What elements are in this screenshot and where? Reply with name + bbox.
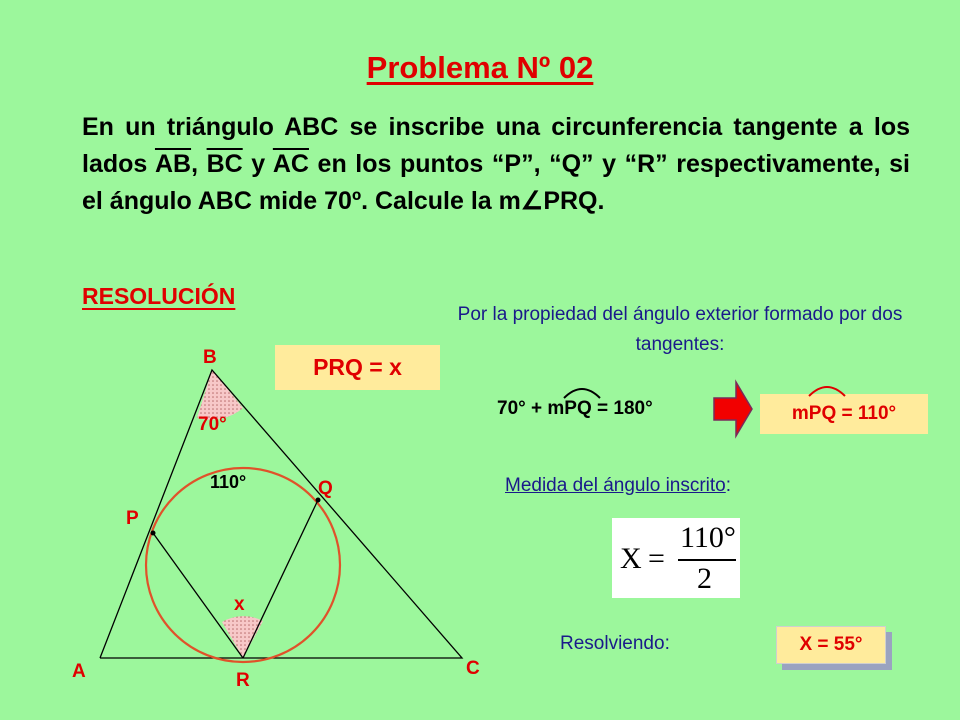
problem-statement: En un triángulo ABC se inscribe una circunferencia tangente a los lados $\overline{AB}$, $\overline{BC}$ y $\overline{AC}$ en los puntos “P”, “Q” y “R” respectivamente, si el ángulo ABC mide 70º. Calcule la m∠PRQ. (82, 113, 910, 215)
label-p: P (126, 508, 139, 529)
formula-box (612, 518, 740, 598)
chord-rp (153, 533, 243, 658)
label-q: Q (318, 478, 333, 499)
solving-label: Resolviendo: (560, 633, 670, 654)
arc-symbol-icon (562, 384, 602, 400)
triangle-abc (100, 370, 462, 658)
label-a: A (72, 661, 86, 682)
formula-var: X (620, 542, 642, 575)
arc-result-box: m PQ = 110° (760, 394, 928, 434)
label-b: B (203, 347, 217, 368)
statement-text-1: En un triángulo ABC se inscribe una circunferencia tangente a los lados (82, 113, 910, 178)
segment-bc: $\overline{BC}$ (206, 150, 243, 178)
fraction-bar (678, 559, 736, 561)
chord-rq (243, 500, 318, 658)
segment-ac: $\overline{AC}$ (272, 150, 309, 178)
answer-box: X = 55° (776, 626, 886, 664)
formula-eq: = (648, 542, 665, 575)
arrow-right-icon (710, 378, 755, 440)
angle-symbol: ∠ (520, 187, 544, 215)
label-x: x (234, 594, 245, 615)
formula-numerator: 110° (680, 521, 736, 554)
problem-title: Problema Nº 02 (366, 50, 594, 85)
property-text: Por la propiedad del ángulo exterior formado por dos tangentes: (457, 304, 903, 355)
label-c: C (466, 658, 480, 679)
statement-text-3: PRQ. (543, 187, 605, 215)
prq-definition-box: PRQ = x (275, 345, 440, 390)
label-arc: 110° (210, 472, 247, 492)
angle-b-shade (197, 370, 243, 420)
statement-text-2: en los puntos “P”, “Q” y “R” respectivamente, si el ángulo ABC mide 70º. Calcule la m (82, 150, 910, 215)
formula-denominator: 2 (697, 562, 712, 595)
label-angle-b: 70° (198, 414, 227, 435)
arc-symbol-icon (807, 382, 847, 398)
resolution-heading: RESOLUCIÓN (82, 283, 236, 309)
point-p (151, 531, 156, 536)
segment-ab: $\overline{AB}$ (154, 150, 192, 178)
equation-exterior-angle: 70° + m PQ = 180° (497, 398, 653, 420)
inscribed-angle-text: Medida del ángulo inscrito: (505, 475, 732, 496)
label-r: R (236, 670, 250, 691)
